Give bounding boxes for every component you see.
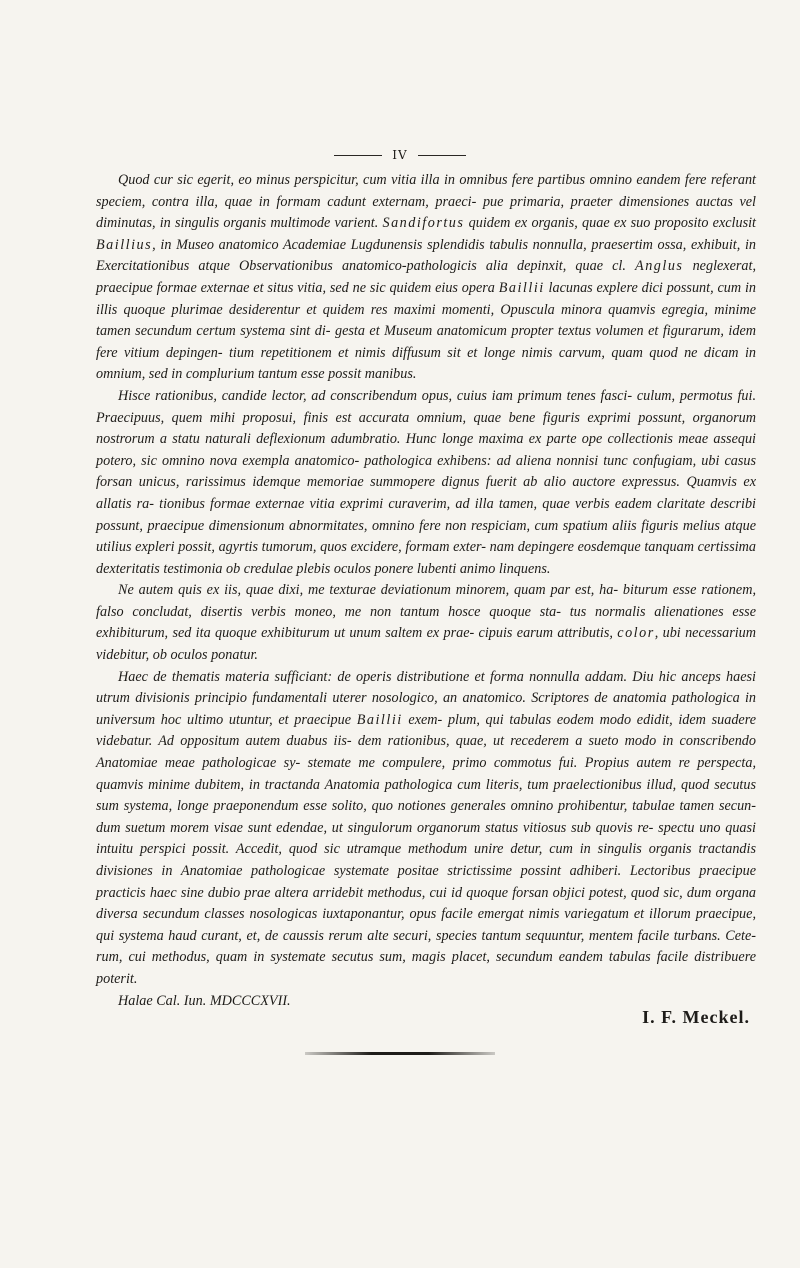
author-name: Baillius [96,236,153,253]
header-rule-left [334,155,382,156]
page-number: IV [392,148,408,162]
page-header [0,148,800,162]
text-run: , ubi necessarium videbitur, ob oculos ponatur. [96,625,756,664]
text-run: Haec de thematis materia sufficiant: de operis distributione et forma nonnulla addam. Diu hic anceps haesi utrum divisionis principio fundamentali uterer nosologico, an anatomico. Scriptores de anatomia pathologica in universum hoc ultimo utuntur, et praecipue [96,668,756,728]
body-text [96,170,756,1035]
paragraph-1 [96,170,756,386]
closing-block [96,991,756,1035]
text-run: quidem ex organis, quae ex suo proposito exclusit [464,215,756,232]
text-run: neglexerat, praecipue formae externae et situs vitia, sed ne sic quidem eius opera [96,258,757,296]
author-name: Baillii [498,279,545,296]
closing-rule [305,1052,495,1055]
text-run: Ne autem quis ex iis, quae dixi, me texturae deviationum minorem, quam par est, ha- biturum esse rationem, falso concludat, disertis verbis moneo, me non tantum hosce quoque sta- tus normalis alienationes esse exhibiturum, sed ita quoque exhibiturum ut unum saltem ex prae- cipuis earum attributis, [96,582,756,642]
paragraph-2 [96,386,756,580]
text-run: , in Museo anatomico Academiae Lugdunensis splendidis tabulis nonnulla, praesertim ossa, exhibuit, in Exercitationibus atque Observationibus anatomico-pathologicis alia depinxit, quae cl. [96,236,756,275]
signature: I. F. Meckel. [642,1006,750,1027]
text-run: exem- plum, qui tabulas eodem modo edidit, idem suadere videbatur. Ad oppositum autem duabus iis- dem rationibus, quae, ut recederem a sueto modo in conscribendo Anatomiae meae pathologicae sy- stemate me compulere, primo commotus fui. Propius autem re perspecta, quamvis minime dubitem, in tractanda Anatomia pathologica cum literis, tum praelectionibus illud, quod secutus sum systema, longe praeponendum esse solito, quo notiones generales omnino prohibentur, tabulae tamen secun- dum suetum morem visae sunt edendae, ut singulorum organorum status vitiosus sub quovis re- spectu uno quasi intuitu perspici possit. Accedit, quod sic utramque methodum unire detur, cum in singulis organis tractandis divisiones in Anatomiae pathologicae systemate positae strictissime possint adhiberi. Lectoribus praecipue practicis haec sine dubio prae altera arridebit methodus, cui id quoque forsan objici potest, quod sic, dum organa diversa secundum classes nosologicas iuxtaponantur, opus facile emergat nimis variegatum et illorum praecipue, qui systema haud curant, et, de caussis rerum alte securi, species tantum sequuntur, mentem facile turbans. Cete- rum, cui methodus, quam in systemate secutus sum, magis placet, secundum eandem tabulas facile distribuere poterit. [96,711,757,987]
author-name: Anglus [635,258,684,275]
text-run: Hisce rationibus, candide lector, ad conscribendum opus, cuius iam primum tenes fasci- culum, permotus fui. Praecipuus, quem mihi proposui, finis est accurata omnium, quae bene figuris exprimi possunt, organorum nostrorum a statu naturali deflexionum adumbratio. Hunc longe maxima ex parte ope collectionis meae assequi potero, sic omnino nova exempla anatomico- pathologica exhibens: ad aliena nonnisi tunc confugiam, ubi casus forsan unicus, rarissimus idemque memoriae summopere dignus fuerit ab alio auctore expressus. Quamvis ex allatis ra- tionibus formae externae vitia exprimi curaverim, ad illa tamen, quae verbis eadem claritate describi possunt, praecipue dimensionum abnormitates, omnino fere non respiciam, cum spatium aliis figuris melius atque utilius expleri possit, agyrtis tumorum, quos excidere, formam exter- nam depingere eosdemque tanquam certissima dexteritatis testimonia ob credulae plebis oculos ponere lubenti animo linquens. [96,387,756,577]
text-run: lacunas explere dici possunt, cum in illis quoque plurimae desiderentur et quidem res maximi momenti, Opuscula minora quamvis egregia, minime tamen secundum certum systema sint di- gesta et Museum anatomicum propter textus volumen et figurarum, idem fere vitium depingen- tium repetitionem et nimis diffusum sit et longe nimis carvum, quam quod ne dicam in omnium, sed in complurium tantum esse possit manibus. [96,279,756,383]
paragraph-4 [96,667,756,991]
paragraph-3 [96,580,756,666]
author-name: Baillii [356,711,403,728]
header-rule-right [418,155,466,156]
text-run: Quod cur sic egerit, eo minus perspicitur, cum vitia illa in omnibus fere partibus omnino eandem fere referant speciem, contra illa, quae in formam cadunt externam, praeci- pue primaria, praeter dimensiones auctas vel diminutas, in singulis organis multimode varient. [96,172,756,232]
author-name: Sandifortus [382,215,465,232]
dateline: Halae Cal. Iun. MDCCCXVII. [118,992,291,1009]
emphasized-word: color [617,625,655,642]
